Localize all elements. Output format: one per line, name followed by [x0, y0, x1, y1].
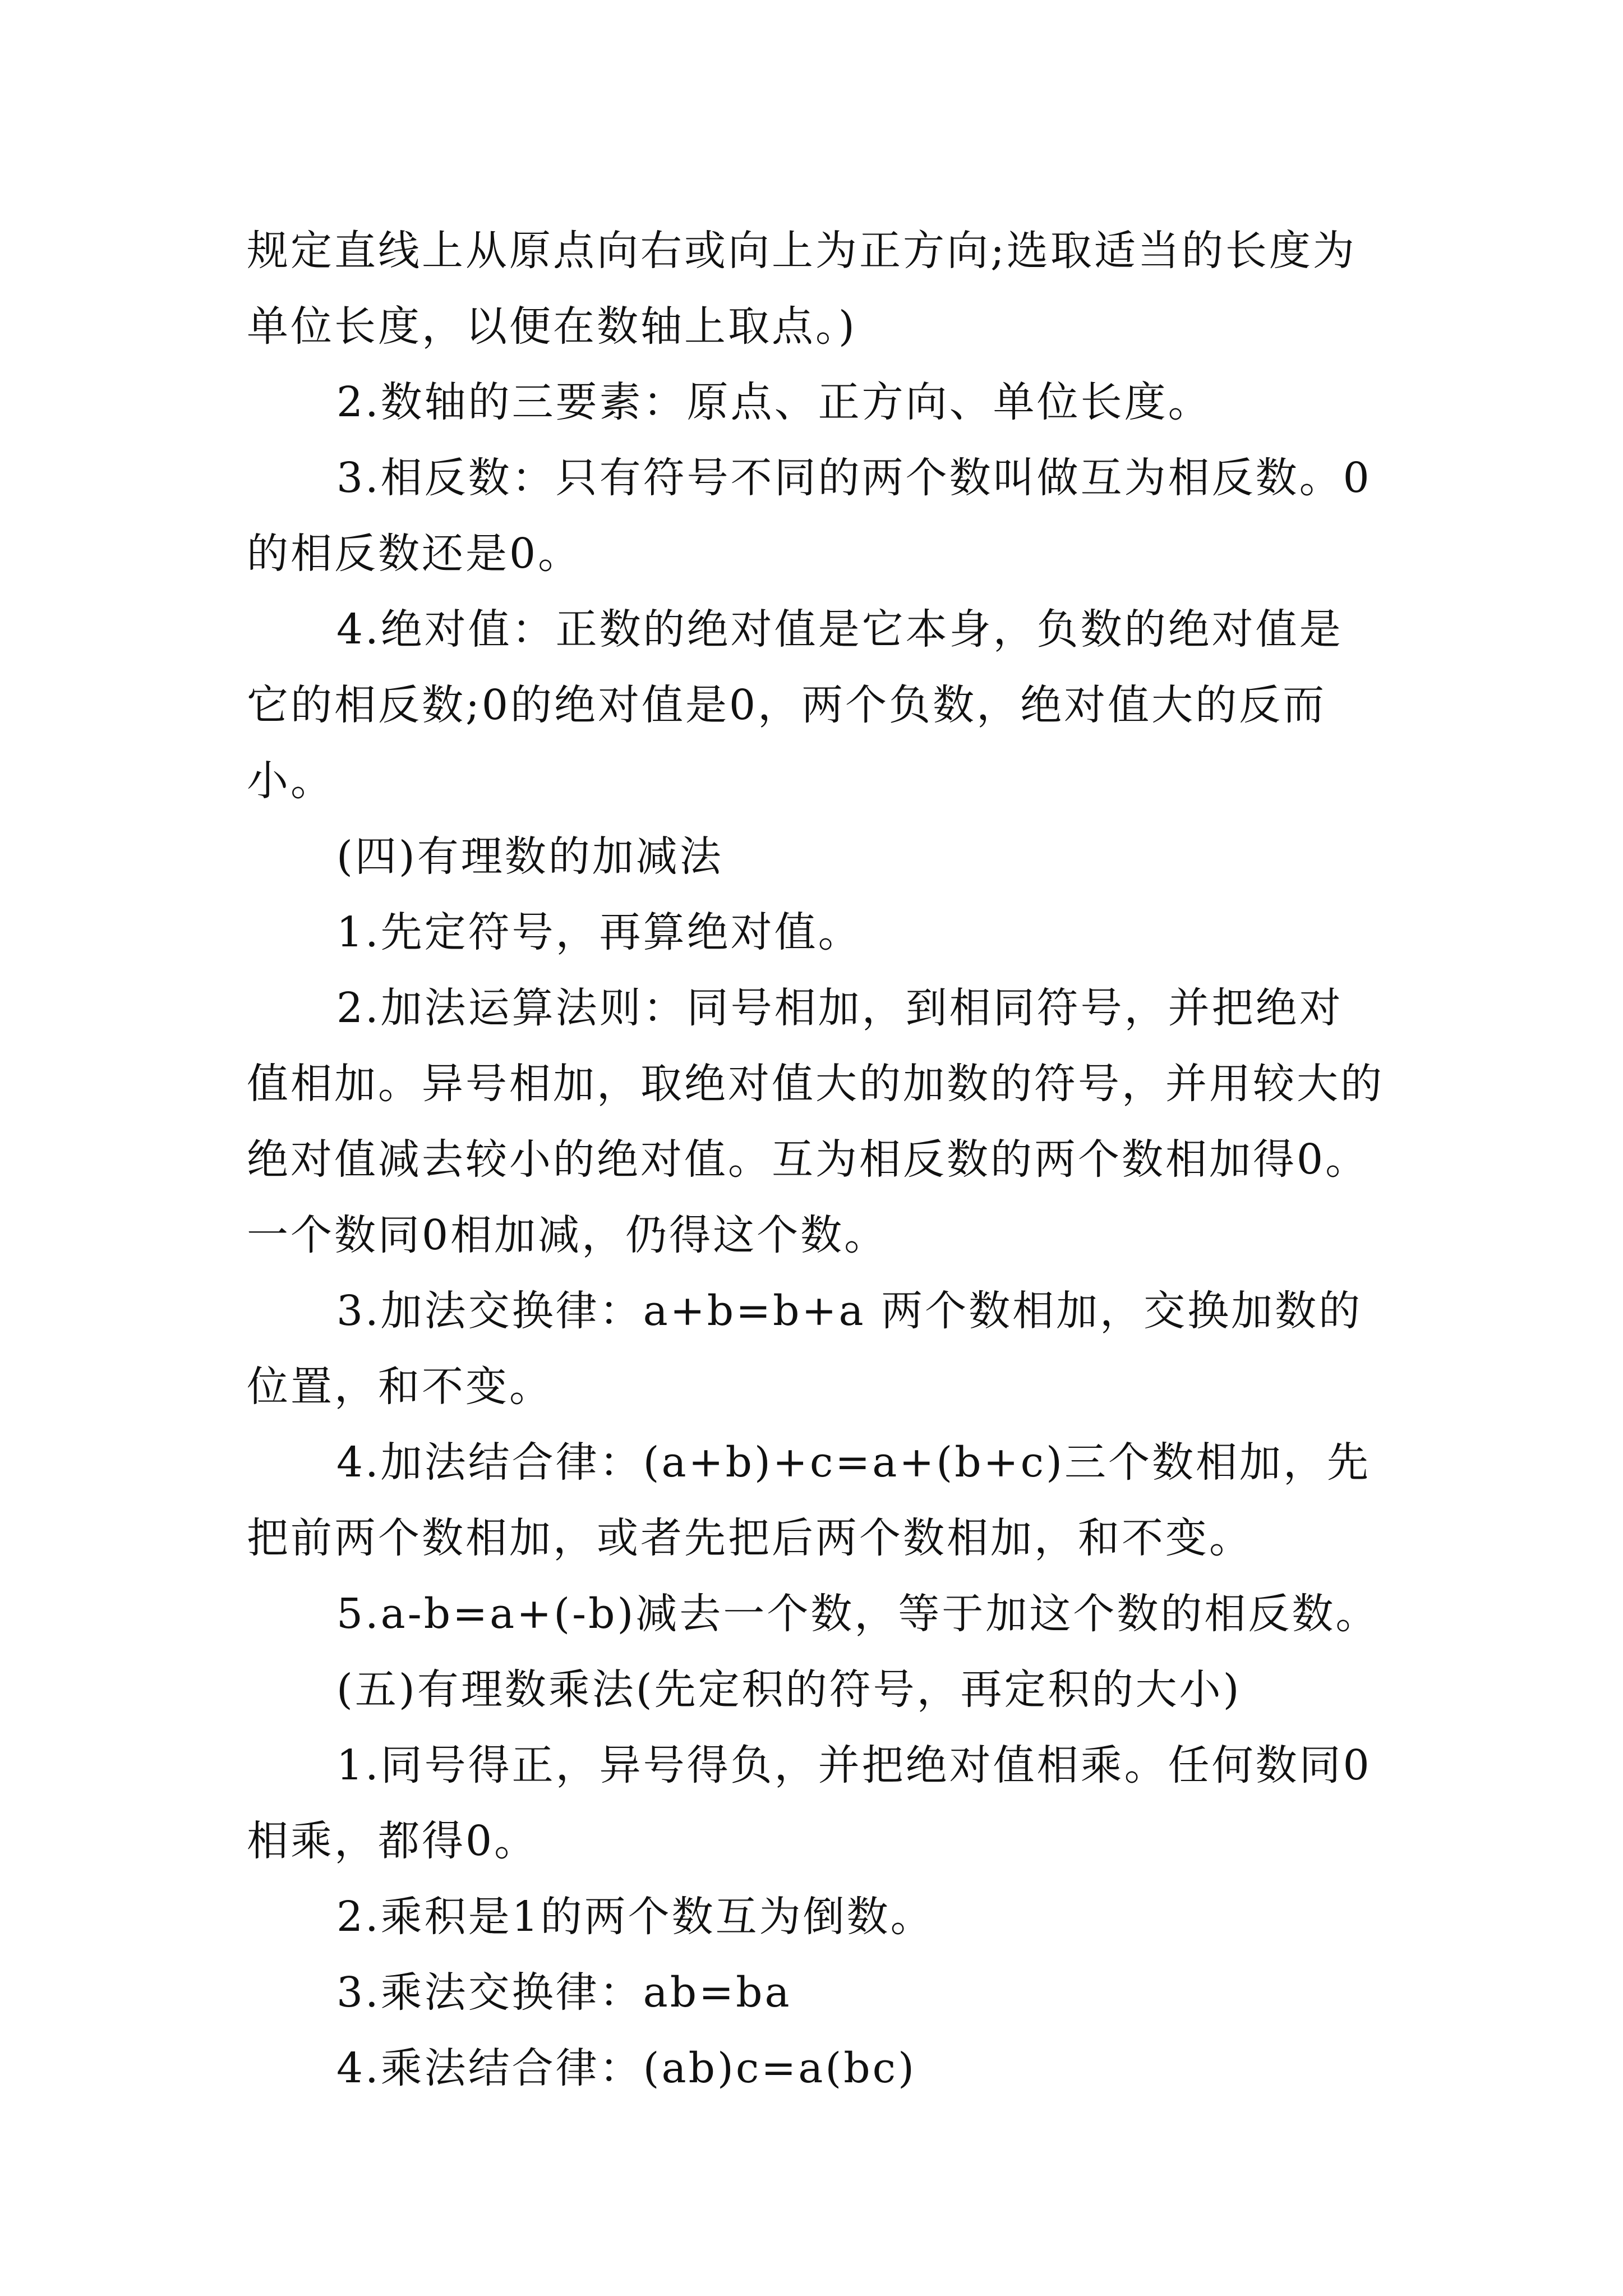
- paragraph-axis-direction: 规定直线上从原点向右或向上为正方向;选取适当的长度为单位长度，以便在数轴上取点。): [247, 227, 1357, 351]
- section-heading-multiplication: (五)有理数乘法(先定积的符号，再定积的大小): [336, 1665, 1242, 1714]
- paragraph-subtraction-rule: 5.a-b=a+(-b)减去一个数，等于加这个数的相反数。: [336, 1590, 1380, 1638]
- paragraph-axis-elements: 2.数轴的三要素：原点、正方向、单位长度。: [336, 378, 1212, 426]
- paragraph-associative-addition: 4.加法结合律：(a+b)+c=a+(b+c)三个数相加，先把前两个数相加，或者先把后两个数相加，和不变。: [247, 1438, 1371, 1562]
- paragraph-multiplication-signs: 1.同号得正，异号得负，并把绝对值相乘。任何数同0相乘，都得0。: [247, 1741, 1372, 1865]
- paragraph-addition-rules: 2.加法运算法则：同号相加，到相同符号，并把绝对值相加。异号相加，取绝对值大的加数的符号，并用较大的绝对值减去较小的绝对值。互为相反数的两个数相加得0。一个数同0相加减，仍得这个数。: [247, 984, 1384, 1259]
- paragraph-absolute-value: 4.绝对值：正数的绝对值是它本身，负数的绝对值是它的相反数;0的绝对值是0，两个负数，绝对值大的反而小。: [247, 605, 1343, 805]
- section-heading-addition-subtraction: (四)有理数的加减法: [336, 832, 723, 881]
- paragraph-reciprocals: 2.乘积是1的两个数互为倒数。: [336, 1893, 934, 1941]
- paragraph-commutative-addition: 3.加法交换律：a+b=b+a 两个数相加，交换加数的位置，和不变。: [247, 1287, 1363, 1411]
- paragraph-sign-first: 1.先定符号，再算绝对值。: [336, 908, 862, 956]
- document-body: [247, 213, 1385, 2106]
- paragraph-commutative-multiplication: 3.乘法交换律：ab=ba: [336, 1968, 792, 2017]
- paragraph-opposite-numbers: 3.相反数：只有符号不同的两个数叫做互为相反数。0的相反数还是0。: [247, 454, 1372, 578]
- paragraph-associative-multiplication: 4.乘法结合律：(ab)c=a(bc): [336, 2044, 916, 2092]
